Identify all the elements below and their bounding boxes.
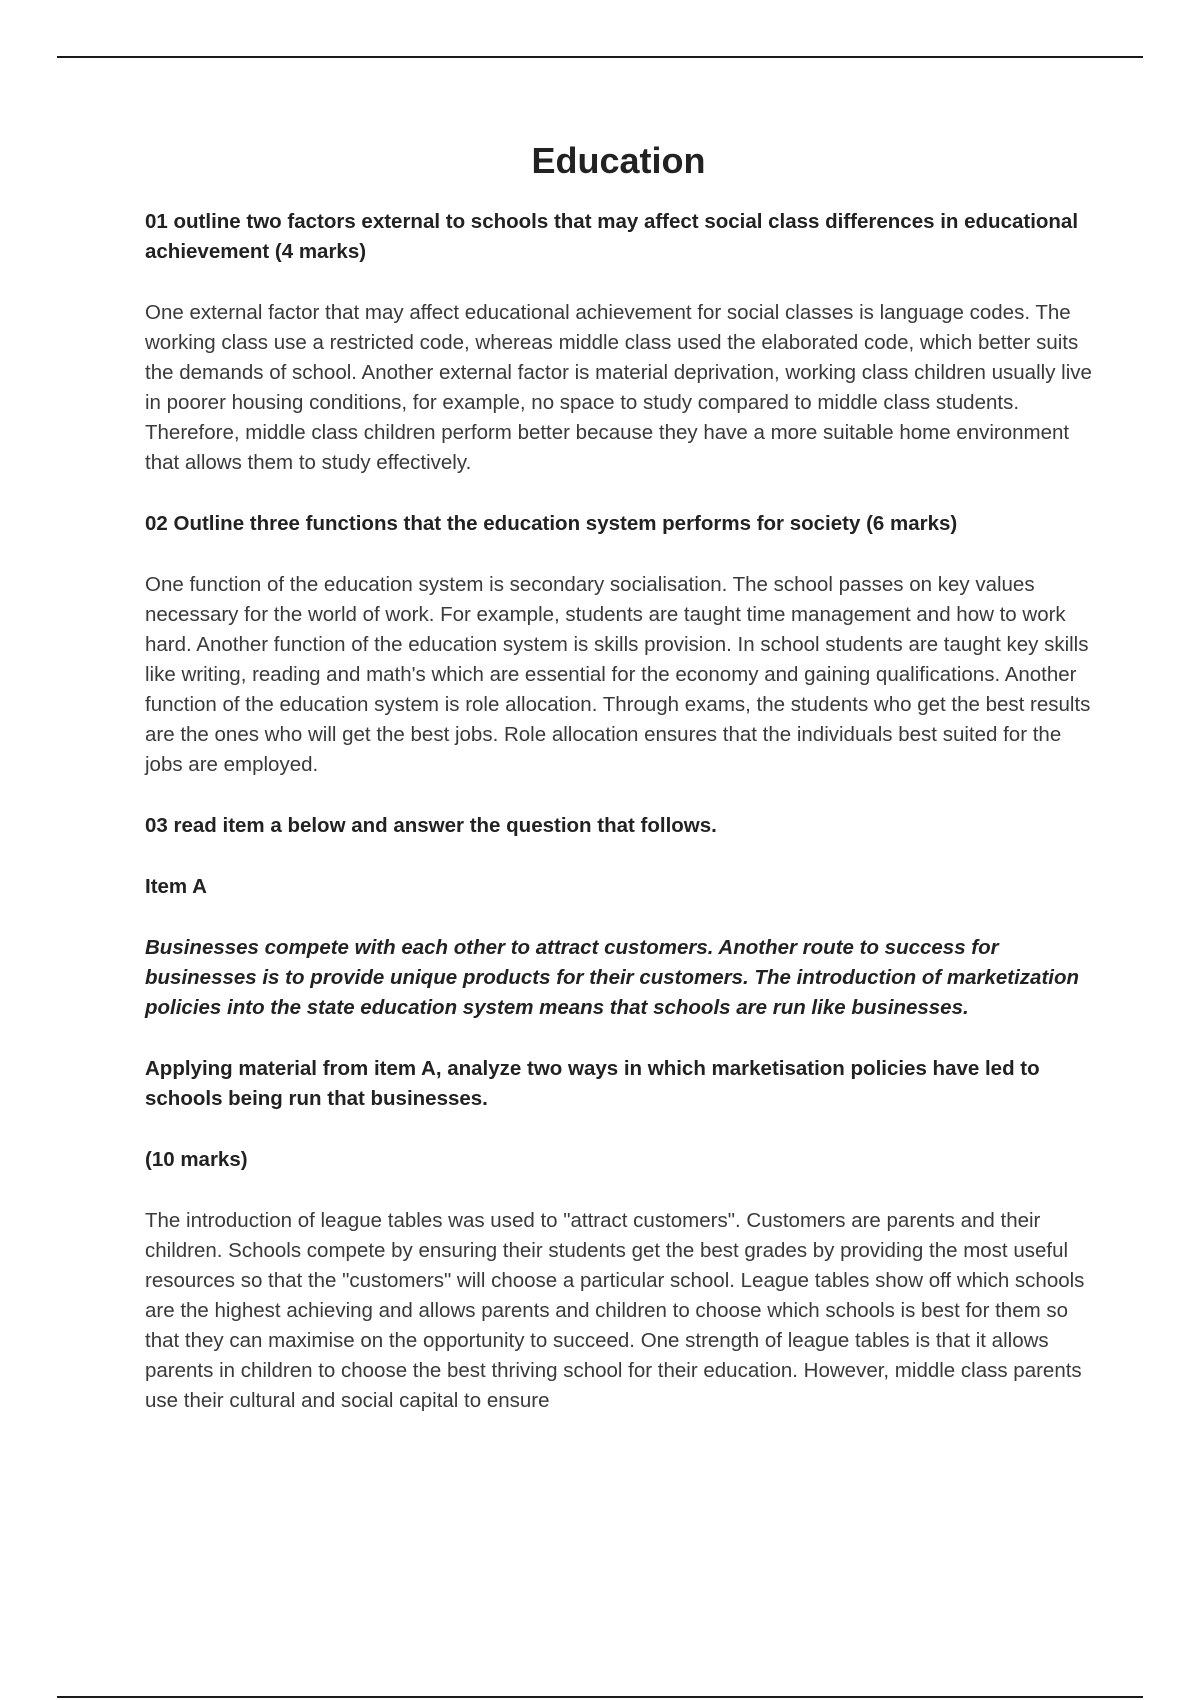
question-02: 02 Outline three functions that the education system performs for society (6 marks) — [145, 512, 958, 535]
answer-01: One external factor that may affect educational achievement for social classes is language codes. The working class use a restricted code, whereas middle class used the elaborated code, which better suits the demands of school. Another external factor is material deprivation, working class children usually live in poorer housing conditions, for example, no space to study compared to middle class students. Therefore, middle class children perform better because they have a more suitable home environment that allows them to study effectively. — [145, 301, 1092, 474]
page-title: Education — [531, 140, 706, 181]
item-a-text: Businesses compete with each other to attract customers. Another route to success for businesses is to provide unique products for their customers. The introduction of marketization policies into the state education system means that schools are run like businesses. — [145, 936, 1080, 1019]
question-03: 03 read item a below and answer the question that follows. — [145, 814, 717, 837]
question-03-marks: (10 marks) — [145, 1148, 248, 1171]
question-03-prompt: Applying material from item A, analyze two ways in which marketisation policies have led to schools being run that businesses. — [145, 1057, 1040, 1110]
answer-02: One function of the education system is secondary socialisation. The school passes on key values necessary for the world of work. For example, students are taught time management and how to work hard. Another function of the education system is skills provision. In school students are taught key skills like writing, reading and math's which are essential for the economy and gaining qualifications. Another function of the education system is role allocation. Through exams, the students who get the best results are the ones who will get the best jobs. Role allocation ensures that the individuals best suited for the jobs are employed. — [145, 573, 1091, 776]
top-rule — [57, 56, 1143, 58]
answer-03: The introduction of league tables was used to "attract customers". Customers are parents and their children. Schools compete by ensuring their students get the best grades by providing the most useful resources so that the "customers" will choose a particular school. League tables show off which schools are the highest achieving and allows parents and children to choose which schools is best for them so that they can maximise on the opportunity to succeed. One strength of league tables is that it allows parents in children to choose the best thriving school for their education. However, middle class parents use their cultural and social capital to ensure — [145, 1209, 1085, 1412]
question-01: 01 outline two factors external to schools that may affect social class differences in educational achievement (4 marks) — [145, 210, 1079, 263]
item-a-label: Item A — [145, 875, 207, 898]
bottom-rule — [57, 1696, 1143, 1698]
document-body — [145, 207, 1095, 1416]
